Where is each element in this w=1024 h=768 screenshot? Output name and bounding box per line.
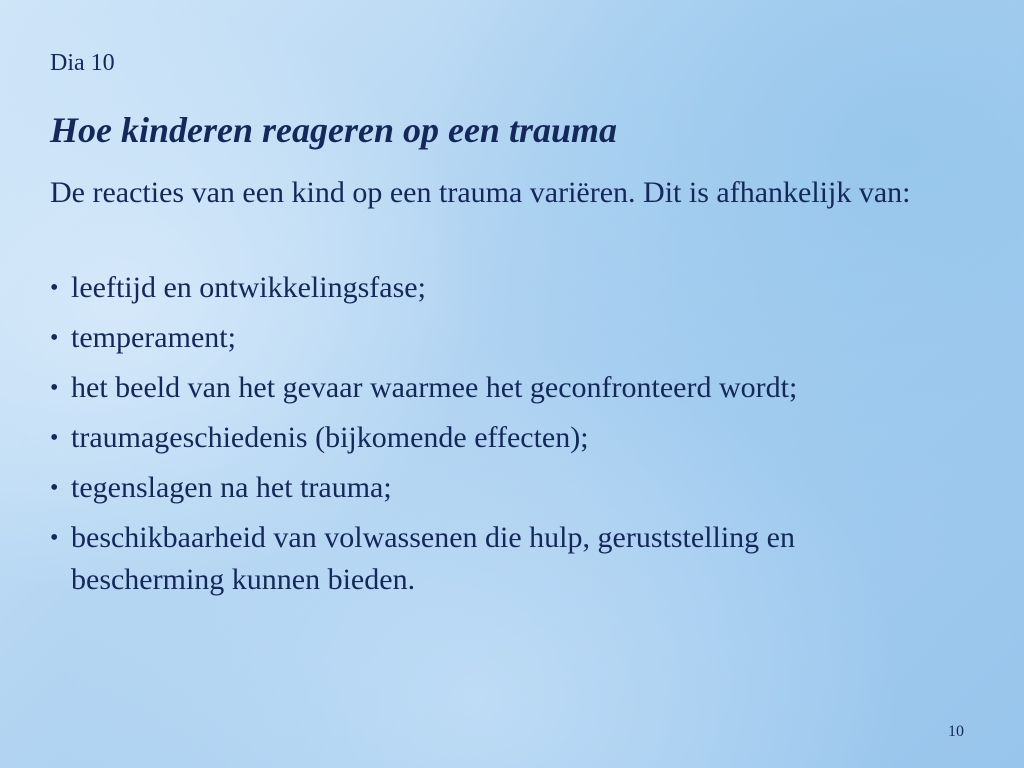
bullet-text: traumageschiedenis (bijkomende effecten);: [71, 421, 589, 454]
bullet-item: [50, 517, 950, 601]
bullet-text: het beeld van het gevaar waarmee het geconfronteerd wordt;: [71, 371, 798, 404]
bullet-text: temperament;: [71, 321, 236, 354]
slide-title: Hoe kinderen reageren op een trauma: [50, 110, 617, 150]
bullet-icon: •: [50, 425, 59, 451]
bullet-icon: •: [50, 475, 59, 501]
intro-text: De reacties van een kind op een trauma variëren. Dit is afhankelijk van:: [50, 176, 911, 209]
slide-label: Dia 10: [50, 50, 115, 76]
bullet-item: [50, 367, 950, 409]
bullet-item: [50, 417, 950, 459]
bullet-icon: •: [50, 525, 59, 551]
bullet-text: beschikbaarheid van volwassenen die hulp, geruststelling en bescherming kunnen bieden.: [71, 521, 795, 596]
bullet-icon: •: [50, 325, 59, 351]
bullet-icon: •: [50, 375, 59, 401]
bullet-text: tegenslagen na het trauma;: [71, 471, 392, 504]
bullet-text: leeftijd en ontwikkelingsfase;: [71, 271, 426, 304]
bullet-item: [50, 317, 950, 359]
bullet-list: [50, 267, 950, 609]
bullet-icon: •: [50, 275, 59, 301]
page-number: 10: [948, 723, 964, 740]
bullet-item: [50, 467, 950, 509]
bullet-item: [50, 267, 950, 309]
